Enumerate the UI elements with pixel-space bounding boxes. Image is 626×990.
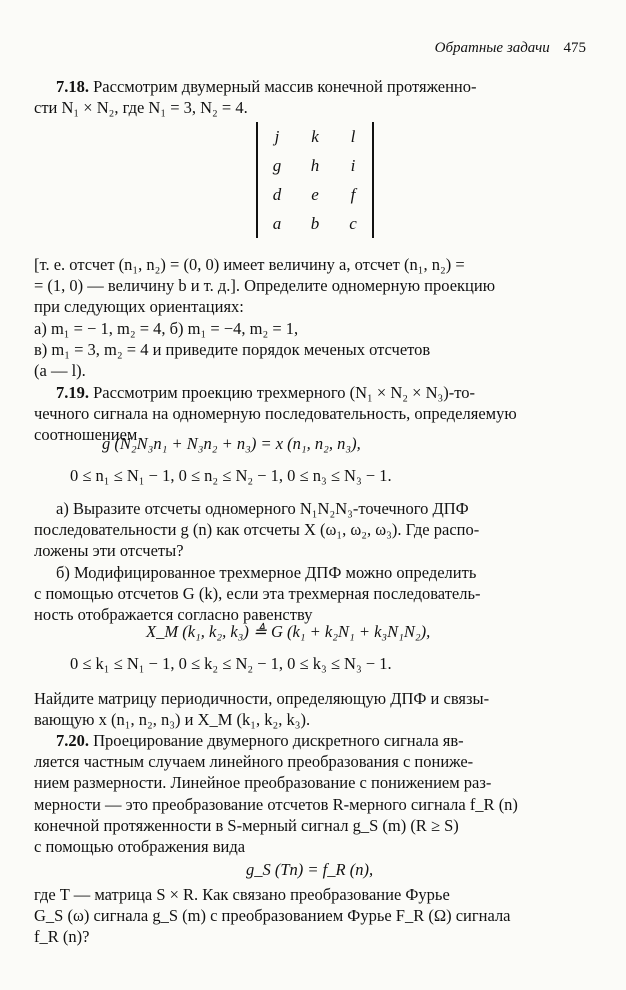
array-cell: d: [272, 184, 282, 204]
formula-3: X_M (k₁, k₂, k₃) ≜ G (k₁ + k₂N₁ + k₃N₁N₂),: [146, 622, 431, 641]
problem-7-18: 7.18. Рассмотрим двумерный массив конечной протяженно- сти N₁ × N₂, где N₁ = 3, N₂ = 4.: [34, 77, 477, 118]
running-header: [435, 40, 586, 57]
formula-5: g_S (Tn) = f_R (n),: [246, 860, 374, 879]
formula-2: 0 ≤ n₁ ≤ N₁ − 1, 0 ≤ n₂ ≤ N₂ − 1, 0 ≤ n₃ ≤ N₃ − 1.: [70, 466, 392, 485]
array-cell: f: [350, 184, 356, 204]
problem-7-19-c: Найдите матрицу периодичности, определяющую ДПФ и связы- вающую x (n₁, n₂, n₃) и X_M (k₁, k₂, k₃).: [34, 689, 490, 730]
array-row: [257, 180, 373, 209]
formula-1: g (N₂N₃n₁ + N₃n₂ + n₃) = x (n₁, n₂, n₃),: [102, 434, 361, 453]
array-row: [257, 151, 373, 180]
array-table: [256, 122, 374, 238]
array-cell: a: [272, 213, 282, 233]
formula-4: 0 ≤ k₁ ≤ N₁ − 1, 0 ≤ k₂ ≤ N₂ − 1, 0 ≤ k₃ ≤ N₃ − 1.: [70, 654, 392, 673]
problem-number: 7.20.: [56, 731, 89, 750]
problem-7-18-text: [т. е. отсчет (n₁, n₂) = (0, 0) имеет величину a, отсчет (n₁, n₂) = = (1, 0) — величину b и т. д.]. Определите одномерную проекцию при следующих ориентациях: а) m₁ = − 1, m₂ = 4, б) m₁ = −4, m₂ = 1, в) m₁ = 3, m₂ = 4 и приведите порядок меченых отсчетов (a — l).: [34, 255, 496, 381]
page-number: 475: [563, 40, 586, 56]
array-row: [257, 209, 373, 238]
array-cell: j: [274, 126, 280, 146]
array-cell: i: [350, 155, 356, 175]
array-row: [257, 122, 373, 151]
header-title: Обратные задачи: [434, 40, 550, 56]
array-cell: k: [311, 126, 319, 146]
problem-number: 7.18.: [56, 77, 89, 96]
array-cell: l: [350, 126, 356, 146]
problem-7-20-b: где T — матрица S × R. Как связано преобразование Фурье G_S (ω) сигнала g_S (m) с преобразованием Фурье F_R (Ω) сигнала f_R (n)?: [34, 885, 511, 947]
array-cell: e: [311, 184, 319, 204]
array-cell: b: [310, 213, 320, 233]
array-cell: g: [272, 155, 282, 175]
problem-number: 7.19.: [56, 383, 89, 402]
problem-7-19-ab: а) Выразите отсчеты одномерного N₁N₂N₃-точечного ДПФ последовательности g (n) как отсчеты X (ω₁, ω₂, ω₃). Где распо- ложены эти отсчеты? б) Модифицированное трехмерное ДПФ можно определить с помощью отсчетов G (k), если эта трехмерная последователь- ность отображается согласно равенству: [34, 499, 481, 625]
array-cell: c: [349, 213, 357, 233]
problem-7-20: 7.20. Проецирование двумерного дискретного сигнала яв- ляется частным случаем линейного преобразования с пониже- нием размерности. Линейное преобразование с понижением раз- мерности — это преобразование отсчетов R-мерного сигнала f_R (n) конечной протяженности в S-мерный сигнал g_S (m) (R ≥ S) с помощью отображения вида: [34, 731, 518, 857]
problem-7-19: 7.19. Рассмотрим проекцию трехмерного (N₁ × N₂ × N₃)-то- чечного сигнала на одномерную последовательность, определяемую соотношением: [34, 383, 517, 445]
array-cell: h: [310, 155, 320, 175]
